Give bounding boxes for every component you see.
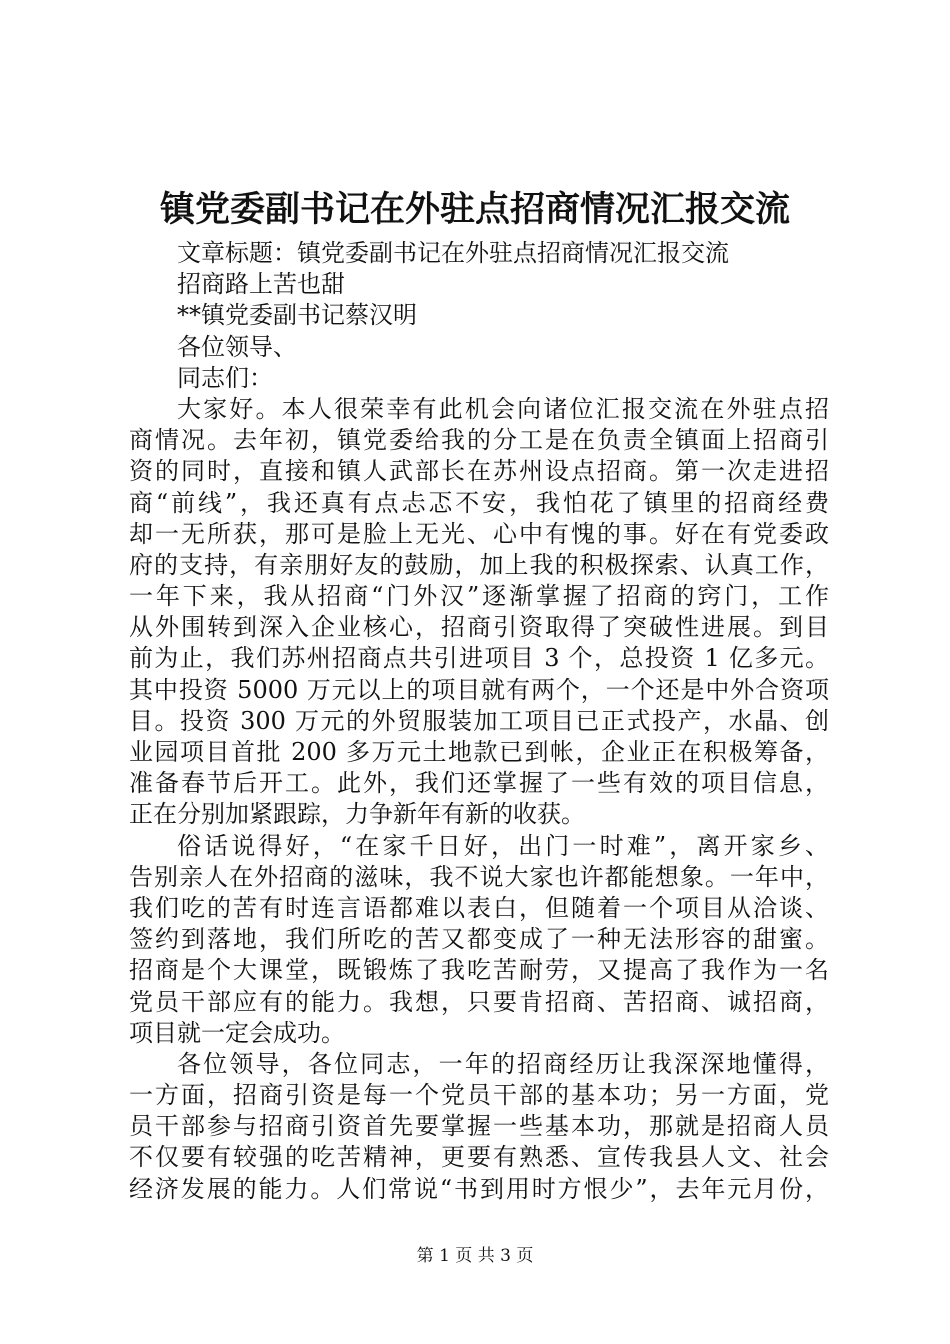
paragraph-line: 员干部参与招商引资首先要掌握一些基本功，那就是招商人员 bbox=[129, 1112, 829, 1141]
paragraph-line: 签约到落地，我们所吃的苦又都变成了一种无法形容的甜蜜。 bbox=[129, 925, 829, 954]
paragraph-line: 目。投资 300 万元的外贸服装加工项目已正式投产，水晶、创 bbox=[129, 706, 829, 735]
paragraph-line: 业园项目首批 200 多万元土地款已到帐，企业正在积极筹备， bbox=[129, 738, 829, 766]
subtitle-line: 招商路上苦也甜 bbox=[177, 270, 345, 299]
paragraph-line: 资的同时，直接和镇人武部长在苏州设点招商。第一次走进招 bbox=[129, 457, 829, 486]
paragraph-line: 俗话说得好，“在家千日好，出门一时难”，离开家乡、 bbox=[177, 831, 829, 860]
paragraph-line: 经济发展的能力。人们常说“书到用时方恨少”，去年元月份， bbox=[129, 1174, 829, 1203]
paragraph-line: 党员干部应有的能力。我想，只要肯招商、苦招商、诚招商， bbox=[129, 987, 829, 1016]
document-title: 镇党委副书记在外驻点招商情况汇报交流 bbox=[159, 190, 790, 230]
paragraph-line: 府的支持，有亲朋好友的鼓励，加上我的积极探索、认真工作， bbox=[129, 550, 829, 579]
document-body bbox=[129, 238, 829, 1205]
paragraph-line: 前为止，我们苏州招商点共引进项目 3 个，总投资 1 亿多元。 bbox=[129, 644, 829, 673]
paragraph-line: 招商是个大课堂，既锻炼了我吃苦耐劳，又提高了我作为一名 bbox=[129, 956, 829, 985]
paragraph-line: 商情况。去年初，镇党委给我的分工是在负责全镇面上招商引 bbox=[129, 426, 829, 455]
paragraph-line: 从外围转到深入企业核心，招商引资取得了突破性进展。到目 bbox=[129, 613, 829, 642]
paragraph-line: 商“前线”，我还真有点忐忑不安，我怕花了镇里的招商经费 bbox=[129, 488, 829, 517]
salutation-line: 各位领导、 bbox=[177, 332, 297, 361]
paragraph-line: 不仅要有较强的吃苦精神，更要有熟悉、宣传我县人文、社会 bbox=[129, 1143, 829, 1172]
paragraph-line: 各位领导，各位同志，一年的招商经历让我深深地懂得， bbox=[177, 1049, 829, 1078]
author-line: **镇党委副书记蔡汉明 bbox=[177, 301, 417, 330]
paragraph-line: 一年下来，我从招商“门外汉”逐渐掌握了招商的窍门，工作 bbox=[129, 582, 829, 611]
salutation-line: 同志们： bbox=[177, 363, 273, 392]
paragraph-line: 项目就一定会成功。 bbox=[129, 1018, 345, 1047]
paragraph-line: 准备春节后开工。此外，我们还掌握了一些有效的项目信息， bbox=[129, 769, 829, 798]
paragraph-line: 一方面，招商引资是每一个党员干部的基本功；另一方面，党 bbox=[129, 1081, 829, 1110]
paragraph-line: 正在分别加紧跟踪，力争新年有新的收获。 bbox=[129, 800, 585, 829]
page-footer: 第 1 页 共 3 页 bbox=[416, 1246, 534, 1266]
paragraph-line: 却一无所获，那可是脸上无光、心中有愧的事。好在有党委政 bbox=[129, 519, 829, 548]
paragraph-line: 其中投资 5000 万元以上的项目就有两个，一个还是中外合资项 bbox=[129, 675, 829, 704]
article-title-line: 文章标题：镇党委副书记在外驻点招商情况汇报交流 bbox=[177, 239, 729, 267]
paragraph-line: 告别亲人在外招商的滋味，我不说大家也许都能想象。一年中， bbox=[129, 862, 829, 891]
paragraph-line: 大家好。本人很荣幸有此机会向诸位汇报交流在外驻点招 bbox=[177, 394, 829, 423]
paragraph-line: 我们吃的苦有时连言语都难以表白，但随着一个项目从洽谈、 bbox=[129, 893, 829, 922]
